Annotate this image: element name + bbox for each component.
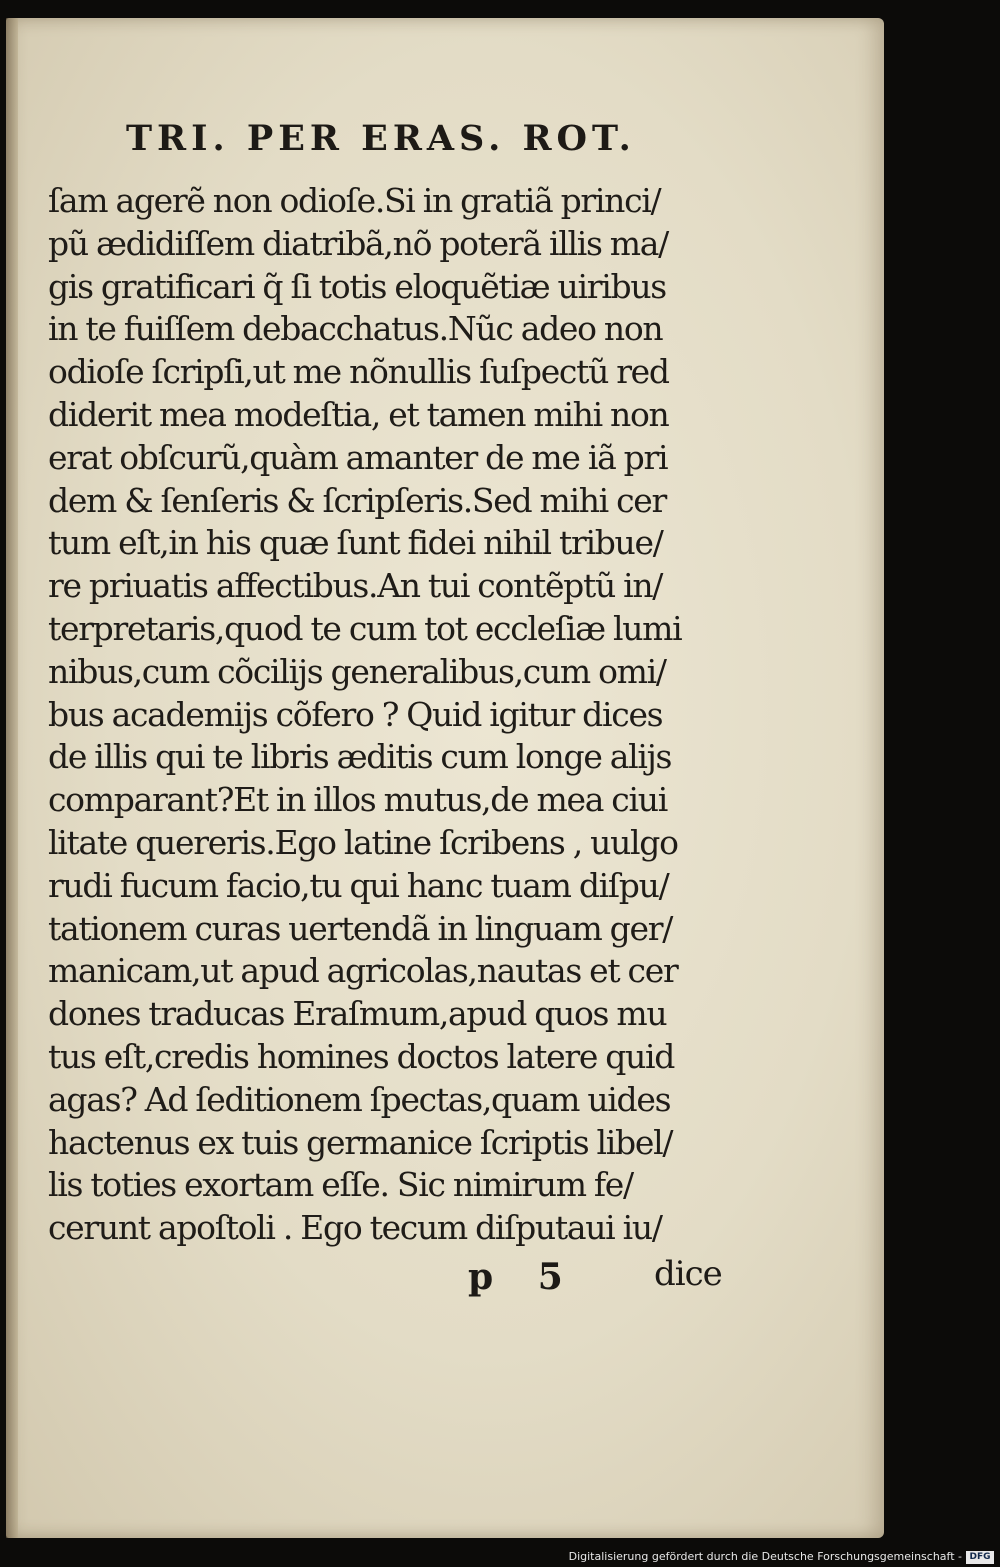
- book-page: [6, 18, 884, 1538]
- text-line: dones traducas Eraſmum,apud quos mu: [48, 994, 667, 1034]
- text-line: ſam agerẽ non odioſe.Si in gratiã princi/: [48, 181, 661, 220]
- text-line: re priuatis affectibus.An tui contẽptũ in/: [48, 566, 663, 606]
- text-line: rudi fucum facio,tu qui hanc tuam diſpu/: [48, 865, 669, 905]
- text-line: dem & ſenſeris & ſcripſeris.Sed mihi cer: [48, 480, 666, 520]
- catchword: dice: [654, 1254, 722, 1294]
- dfg-logo: DFG: [966, 1551, 994, 1564]
- text-line: tus eſt,credis homines doctos latere quid: [48, 1036, 675, 1076]
- text-line: comparant?Et in illos mutus,de mea ciui: [48, 780, 667, 820]
- text-line: bus academijs cõfero ? Quid igitur dices: [48, 694, 663, 734]
- text-line: tum eſt,in his quæ ſunt fidei nihil tribue/: [48, 523, 663, 563]
- text-line: hactenus ex tuis germanice ſcriptis libel/: [48, 1122, 673, 1162]
- text-line: agas? Ad ſeditionem ſpectas,quam uides: [48, 1079, 671, 1119]
- text-line: de illis qui te libris æditis cum longe alijs: [48, 737, 672, 777]
- text-line: pũ ædidiſſem diatribã,nõ poterã illis ma/: [48, 223, 668, 263]
- text-line: lis toties exortam eſſe. Sic nimirum fe/: [48, 1165, 633, 1205]
- text-line: diderit mea modeſtia, et tamen mihi non: [48, 394, 669, 434]
- running-head: TRI. PER ERAS. ROT.: [126, 118, 636, 159]
- text-line: nibus,cum cõcilijs generalibus,cum omi/: [48, 651, 666, 691]
- text-line: terpretaris,quod te cum tot eccleſiæ lumi: [48, 608, 682, 648]
- text-block: [48, 180, 738, 1250]
- text-line: odioſe ſcripſi,ut me nõnullis ſuſpectũ red: [48, 352, 669, 392]
- page-gutter-shadow: [6, 18, 18, 1538]
- text-line: litate quereris.Ego latine ſcribens , uulgo: [48, 822, 678, 862]
- text-line: erat obſcurũ,quàm amanter de me iã pri: [48, 437, 668, 477]
- text-line: cerunt apoſtoli . Ego tecum diſputaui iu/: [48, 1208, 662, 1248]
- text-line: tationem curas uertendã in linguam ger/: [48, 908, 673, 948]
- signature-mark: p 5: [468, 1256, 579, 1298]
- digitization-credit: Digitalisierung gefördert durch die Deutsche Forschungsgemeinschaft -: [568, 1550, 962, 1563]
- text-line: in te fuiſſem debacchatus.Nũc adeo non: [48, 309, 663, 349]
- text-line: gis gratificari q̃ ſi totis eloquẽtiæ uiribus: [48, 266, 666, 306]
- text-line: manicam,ut apud agricolas,nautas et cer: [48, 951, 678, 991]
